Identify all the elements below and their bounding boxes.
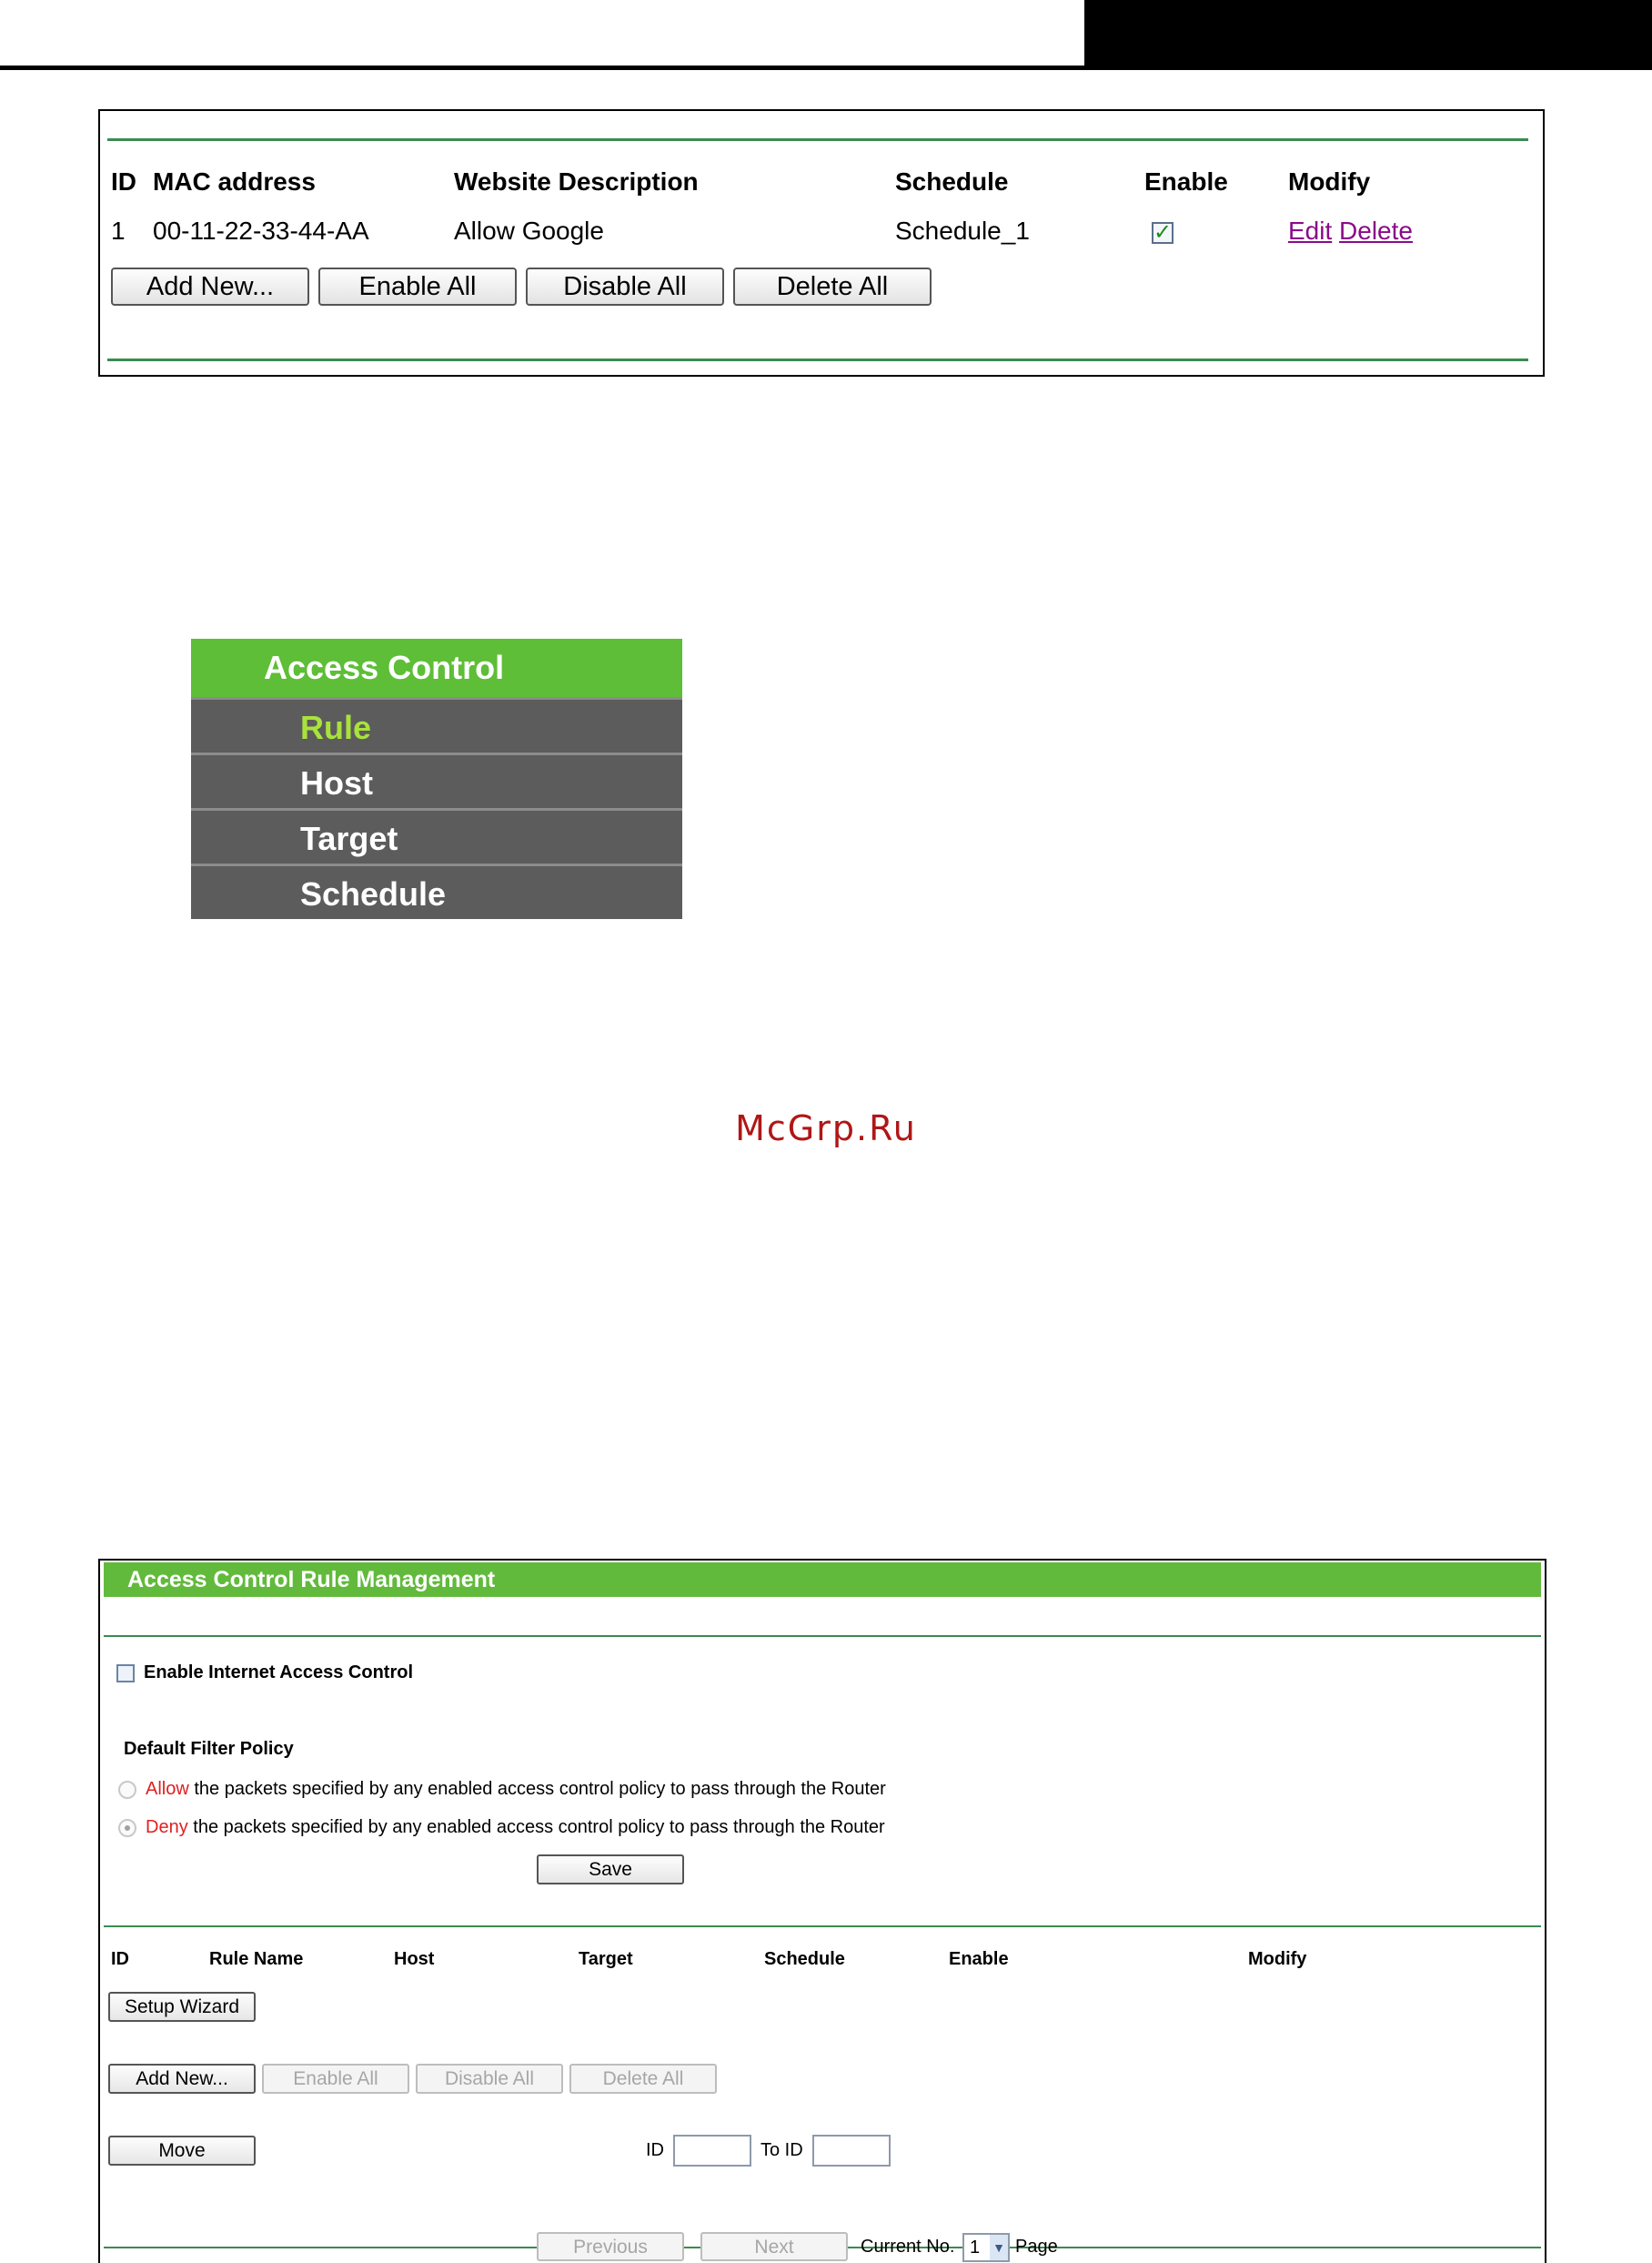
col-target: Target (579, 1949, 633, 1969)
col-schedule: Schedule (895, 167, 1009, 196)
col-website-description: Website Description (454, 167, 699, 196)
col-id: ID (111, 1949, 129, 1969)
enable-all-button[interactable]: Enable All (262, 2064, 409, 2094)
deny-word: Deny (146, 1817, 188, 1837)
move-id-label: ID (646, 2140, 664, 2160)
col-id: ID (111, 167, 136, 196)
divider-1 (104, 1635, 1541, 1637)
page-select[interactable] (962, 2233, 1010, 2262)
next-button[interactable]: Next (700, 2232, 848, 2261)
enable-all-button[interactable]: Enable All (318, 268, 517, 306)
allow-policy-label (146, 1779, 886, 1800)
watermark: McGrp.Ru (735, 1108, 917, 1148)
row-modify (1288, 217, 1413, 246)
enable-access-control-checkbox[interactable] (116, 1664, 135, 1682)
rule-table-panel (98, 109, 1545, 377)
allow-word: Allow (146, 1779, 189, 1799)
row-enable-checkbox[interactable]: ✓ (1153, 220, 1173, 245)
default-filter-policy-heading: Default Filter Policy (124, 1739, 294, 1759)
current-no-label: Current No. (861, 2237, 955, 2257)
move-to-id-input[interactable] (812, 2135, 891, 2167)
move-from-id-input[interactable] (673, 2135, 751, 2167)
setup-wizard-button[interactable]: Setup Wizard (108, 1992, 256, 2022)
page-title: Access Control Rule Management (104, 1562, 1541, 1597)
row-mac: 00-11-22-33-44-AA (153, 217, 369, 245)
add-new-button[interactable]: Add New... (108, 2064, 256, 2094)
save-button[interactable]: Save (537, 1854, 684, 1884)
menu-item-target[interactable]: Target (191, 808, 682, 864)
edit-link[interactable]: Edit (1288, 217, 1333, 245)
access-control-menu (191, 639, 682, 919)
rule-management-panel (98, 1559, 1546, 2263)
chevron-down-icon: ▼ (990, 2235, 1008, 2260)
deny-policy-radio[interactable] (118, 1819, 136, 1837)
disable-all-button[interactable]: Disable All (416, 2064, 563, 2094)
menu-item-rule[interactable]: Rule (191, 697, 682, 753)
col-enable: Enable (949, 1949, 1009, 1969)
delete-link[interactable]: Delete (1339, 217, 1413, 245)
col-host: Host (394, 1949, 435, 1969)
deny-policy-text: the packets specified by any enabled access control policy to pass through the Router (193, 1817, 885, 1837)
bottom-divider (107, 359, 1528, 361)
enable-access-control-label: Enable Internet Access Control (144, 1662, 413, 1682)
row-schedule: Schedule_1 (895, 217, 1030, 245)
divider-2 (104, 1925, 1541, 1927)
move-button[interactable]: Move (108, 2136, 256, 2166)
move-to-id-label: To ID (761, 2140, 803, 2160)
previous-button[interactable]: Previous (537, 2232, 684, 2261)
allow-policy-radio[interactable] (118, 1781, 136, 1799)
deny-policy-label (146, 1817, 885, 1838)
menu-title[interactable]: Access Control (191, 639, 682, 697)
page-label: Page (1015, 2237, 1058, 2257)
delete-all-button[interactable]: Delete All (569, 2064, 717, 2094)
disable-all-button[interactable]: Disable All (526, 268, 724, 306)
delete-all-button[interactable]: Delete All (733, 268, 932, 306)
col-enable: Enable (1144, 167, 1228, 196)
row-description: Allow Google (454, 217, 604, 245)
col-modify: Modify (1288, 167, 1371, 196)
col-schedule: Schedule (764, 1949, 845, 1969)
row-id: 1 (111, 217, 126, 245)
header-black-block (1084, 0, 1652, 70)
menu-item-host[interactable]: Host (191, 753, 682, 808)
add-new-button[interactable]: Add New... (111, 268, 309, 306)
col-modify: Modify (1248, 1949, 1307, 1969)
col-rule-name: Rule Name (209, 1949, 304, 1969)
col-mac: MAC address (153, 167, 316, 196)
page-select-value: 1 (970, 2238, 981, 2258)
allow-policy-text: the packets specified by any enabled access control policy to pass through the Router (194, 1779, 886, 1799)
menu-item-schedule[interactable]: Schedule (191, 864, 682, 919)
top-divider (107, 138, 1528, 141)
